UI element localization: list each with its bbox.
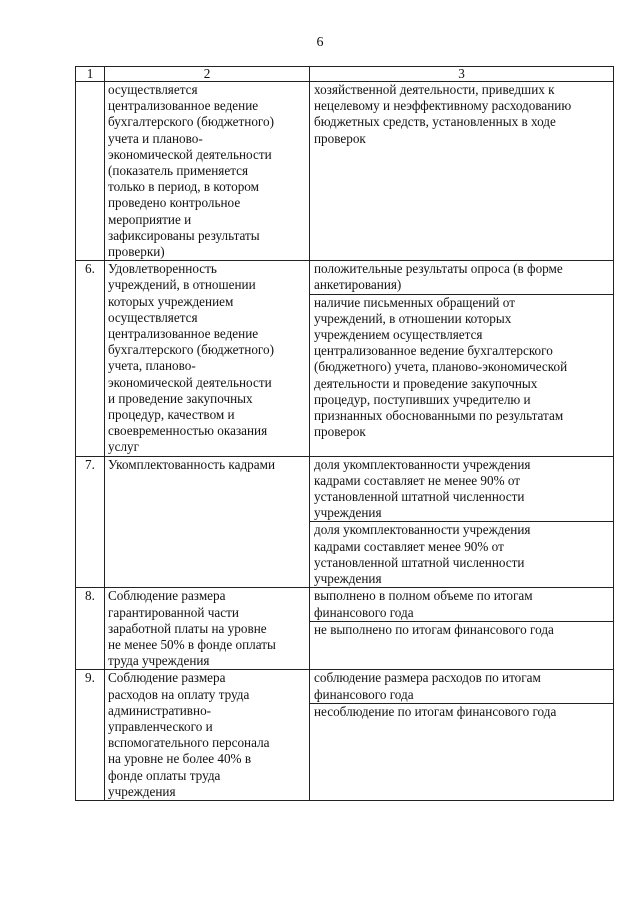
criterion-line: не менее 50% в фонде оплаты xyxy=(108,636,276,652)
value-cell xyxy=(310,588,614,670)
criterion-line: Удовлетворенность xyxy=(108,261,217,277)
value-line: соблюдение размера расходов по итогам xyxy=(314,670,541,686)
header-cell-3: 3 xyxy=(310,67,614,82)
value-cell xyxy=(310,456,614,588)
criterion-line: проведено контрольное xyxy=(108,195,241,211)
header-cell-1: 1 xyxy=(76,67,105,82)
criterion-line: только в период, в котором xyxy=(108,179,259,195)
value-option xyxy=(310,703,613,720)
value-option xyxy=(310,261,613,293)
value-line: доля укомплектованности учреждения xyxy=(314,456,531,472)
criterion-cell xyxy=(105,456,310,588)
value-line: централизованное ведение бухгалтерского xyxy=(314,343,553,359)
value-line: выполнено в полном объеме по итогам xyxy=(314,588,533,604)
criterion-line: своевременностью оказания xyxy=(108,423,268,439)
table-row xyxy=(76,82,614,261)
criterion-cell xyxy=(105,588,310,670)
row-number: 7. xyxy=(76,456,105,588)
criterion-line: заработной платы на уровне xyxy=(108,620,267,636)
value-line: хозяйственной деятельности, приведших к xyxy=(314,82,555,97)
value-line: бюджетных средств, установленных в ходе xyxy=(314,114,556,130)
criterion-line: (показатель применяется xyxy=(108,163,249,179)
criterion-line: расходов на оплату труда xyxy=(108,686,250,702)
value-option xyxy=(310,294,613,441)
criterion-line: и проведение закупочных xyxy=(108,390,253,406)
value-cell xyxy=(310,670,614,801)
criterion-line: вспомогательного персонала xyxy=(108,735,270,751)
criterion-line: административно- xyxy=(108,702,212,718)
value-line: установленной штатной численности xyxy=(314,554,525,570)
header-cell-2: 2 xyxy=(105,67,310,82)
criterion-line: труда учреждения xyxy=(108,653,210,669)
value-option xyxy=(310,82,613,147)
value-line: деятельности и проведение закупочных xyxy=(314,375,538,391)
value-line: кадрами составляет не менее 90% от xyxy=(314,472,521,488)
value-line: проверок xyxy=(314,424,366,440)
row-number: 8. xyxy=(76,588,105,670)
value-cell xyxy=(310,261,614,456)
criterion-line: Соблюдение размера xyxy=(108,670,226,686)
criterion-line: зафиксированы результаты xyxy=(108,227,260,243)
table-row xyxy=(76,670,614,801)
criterion-cell xyxy=(105,82,310,261)
value-line: финансового года xyxy=(314,604,414,620)
value-line: учреждения xyxy=(314,505,382,521)
value-option xyxy=(310,621,613,638)
value-line: несоблюдение по итогам финансового года xyxy=(314,703,557,719)
criterion-line: проверки) xyxy=(108,244,165,260)
criterion-cell xyxy=(105,670,310,801)
criterion-line: учета и планово- xyxy=(108,130,203,146)
value-line: наличие письменных обращений от xyxy=(314,294,515,310)
criterion-line: которых учреждением xyxy=(108,293,234,309)
value-line: доля укомплектованности учреждения xyxy=(314,522,531,538)
row-number: 6. xyxy=(76,261,105,456)
value-line: установленной штатной численности xyxy=(314,489,525,505)
page-number: 6 xyxy=(316,35,324,50)
header-row xyxy=(76,67,614,82)
criterion-line: учета, планово- xyxy=(108,358,196,374)
criterion-line: мероприятие и xyxy=(108,211,192,227)
table-body xyxy=(76,67,614,801)
value-cell xyxy=(310,82,614,261)
table-row xyxy=(76,588,614,670)
criterion-line: Укомплектованность кадрами xyxy=(108,456,275,472)
value-line: (бюджетного) учета, планово-экономической xyxy=(314,359,568,375)
value-line: положительные результаты опроса (в форме xyxy=(314,261,563,277)
criterion-line: осуществляется xyxy=(108,309,198,325)
value-line: признанных обоснованными по результатам xyxy=(314,408,564,424)
criterion-line: экономической деятельности xyxy=(108,146,272,162)
criterion-line: экономической деятельности xyxy=(108,374,272,390)
criterion-line: бухгалтерского (бюджетного) xyxy=(108,342,274,358)
table-row xyxy=(76,261,614,456)
value-line: не выполнено по итогам финансового года xyxy=(314,621,554,637)
table-row xyxy=(76,456,614,588)
criterion-line: фонде оплаты труда xyxy=(108,767,221,783)
value-line: финансового года xyxy=(314,686,414,702)
criterion-line: гарантированной части xyxy=(108,604,239,620)
criterion-line: бухгалтерского (бюджетного) xyxy=(108,114,274,130)
criteria-table xyxy=(75,66,614,801)
value-line: учреждений, в отношении которых xyxy=(314,310,512,326)
criterion-line: централизованное ведение xyxy=(108,98,259,114)
criterion-line: учреждений, в отношении xyxy=(108,277,256,293)
value-line: учреждения xyxy=(314,571,382,587)
value-line: анкетирования) xyxy=(314,277,402,293)
row-number: 9. xyxy=(76,670,105,801)
value-option xyxy=(310,588,613,620)
value-line: проверок xyxy=(314,130,366,146)
value-option xyxy=(310,670,613,702)
criterion-cell xyxy=(105,261,310,456)
criterion-line: учреждения xyxy=(108,783,176,799)
value-option xyxy=(310,457,613,522)
value-line: процедур, поступивших учредителю и xyxy=(314,391,531,407)
value-line: кадрами составляет менее 90% от xyxy=(314,538,504,554)
value-option xyxy=(310,521,613,587)
criterion-line: услуг xyxy=(108,439,140,455)
criterion-line: Соблюдение размера xyxy=(108,588,226,604)
row-number xyxy=(76,82,105,261)
criterion-line: осуществляется xyxy=(108,82,198,97)
criterion-line: управленческого и xyxy=(108,718,213,734)
criterion-line: на уровне не более 40% в xyxy=(108,751,252,767)
value-line: нецелевому и неэффективному расходованию xyxy=(314,98,572,114)
criterion-line: централизованное ведение xyxy=(108,326,259,342)
value-line: учреждением осуществляется xyxy=(314,327,483,343)
criterion-line: процедур, качеством и xyxy=(108,407,235,423)
